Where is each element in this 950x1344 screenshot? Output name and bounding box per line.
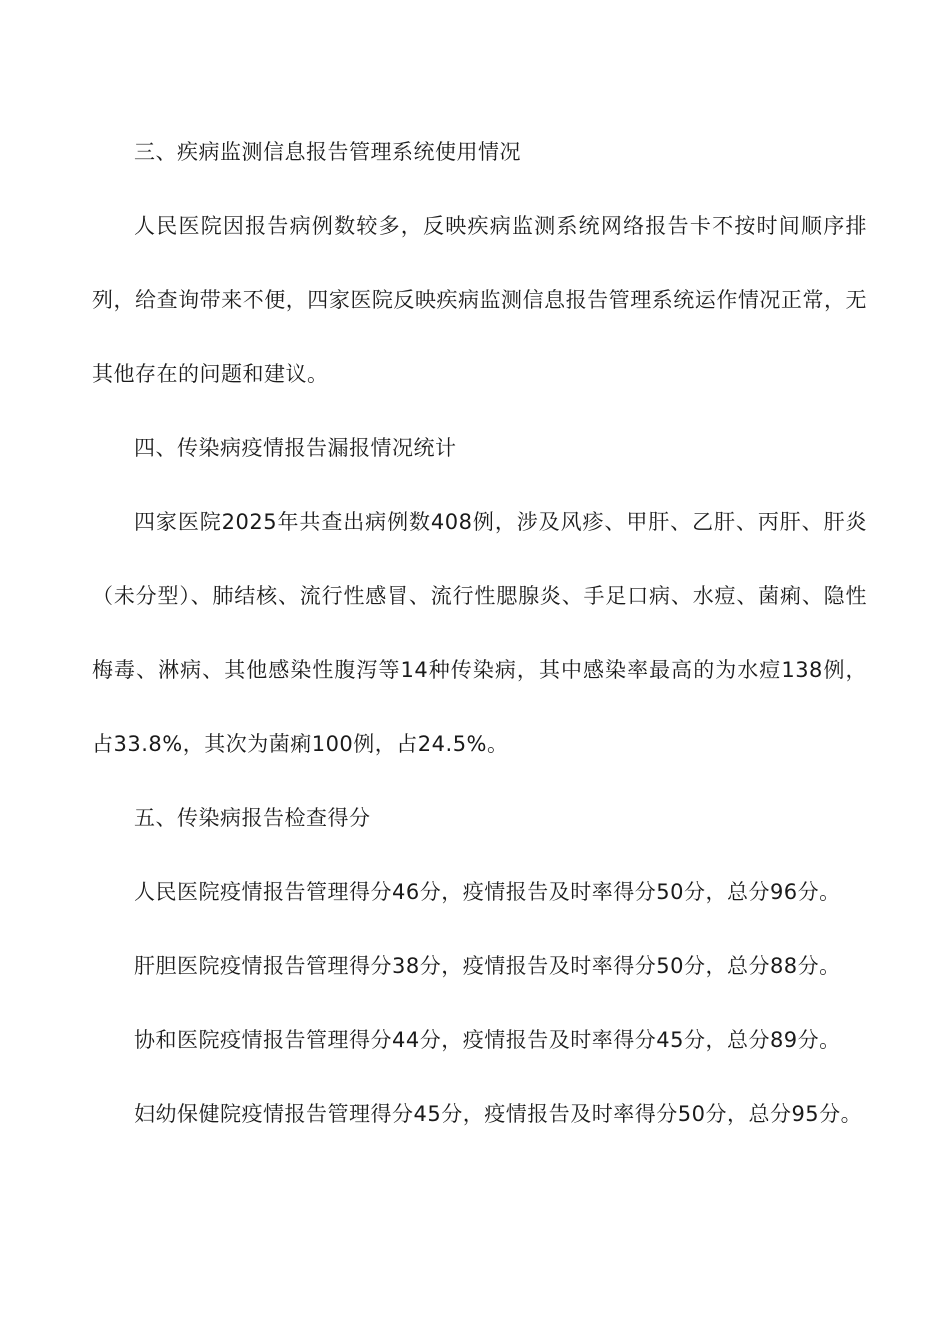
section-heading-system-usage: 三、疾病监测信息报告管理系统使用情况 bbox=[134, 140, 521, 164]
section-heading-scores: 五、传染病报告检查得分 bbox=[134, 806, 371, 830]
paragraph-case-statistics: 四家医院2025年共查出病例数408例，涉及风疹、甲肝、乙肝、丙肝、肝炎（未分型）、肺结核、流行性感冒、流行性腮腺炎、手足口病、水痘、菌痢、隐性梅毒、淋病、其他感染性腹泻等14种传染病，其中感染率最高的为水痘138例，占33.8%，其次为菌痢100例，占24.5%。 bbox=[92, 510, 867, 756]
paragraph-score-hepatobiliary-hospital: 肝胆医院疫情报告管理得分38分，疫情报告及时率得分50分，总分88分。 bbox=[134, 954, 841, 978]
section-heading-missed-reports: 四、传染病疫情报告漏报情况统计 bbox=[134, 436, 457, 460]
paragraph-score-peoples-hospital: 人民医院疫情报告管理得分46分，疫情报告及时率得分50分，总分96分。 bbox=[134, 880, 841, 904]
document-body bbox=[92, 115, 867, 1151]
paragraph-score-maternal-child-hospital: 妇幼保健院疫情报告管理得分45分，疫情报告及时率得分50分，总分95分。 bbox=[134, 1102, 863, 1126]
paragraph-score-union-hospital: 协和医院疫情报告管理得分44分，疫情报告及时率得分45分，总分89分。 bbox=[134, 1028, 841, 1052]
paragraph-system-feedback: 人民医院因报告病例数较多，反映疾病监测系统网络报告卡不按时间顺序排列，给查询带来不便，四家医院反映疾病监测信息报告管理系统运作情况正常，无其他存在的问题和建议。 bbox=[92, 214, 867, 386]
